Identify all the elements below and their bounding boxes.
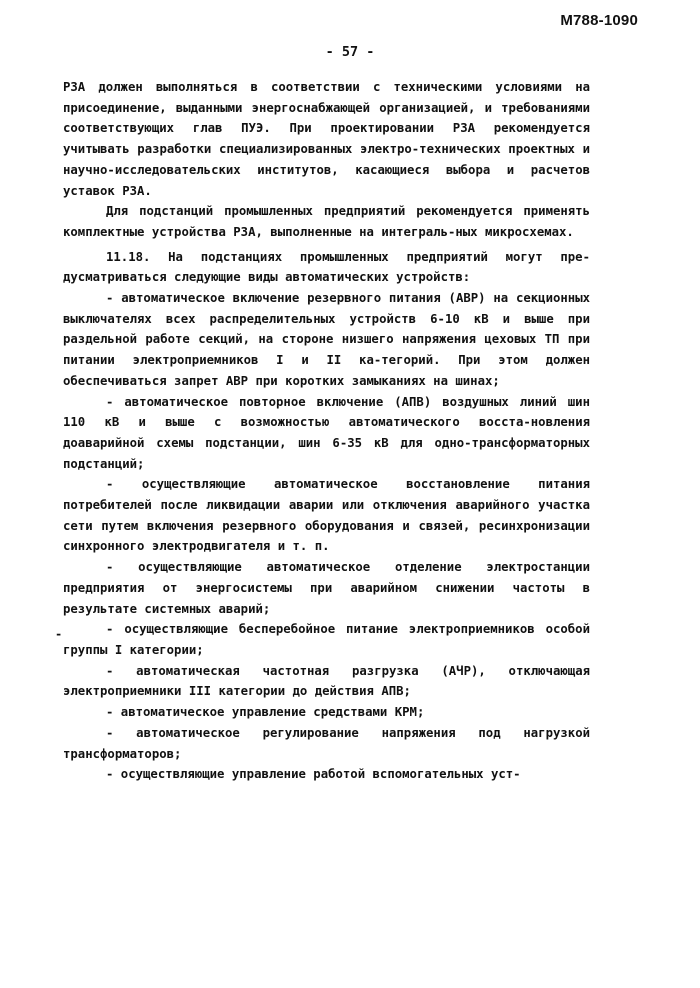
paragraph-recommendation: Для подстанций промышленных предприятий рекомендуется применять комплектные устройства РЗА, выполненные на интеграль-ных микросхемах.: [63, 204, 590, 239]
list-item-krm-control: - автоматическое управление средствами КРМ;: [106, 705, 425, 720]
body-text: [63, 77, 590, 785]
list-item-apv: - автоматическое повторное включение (АПВ) воздушных линий шин 110 кВ и выше с возможностью автоматического восста-новления доаварийной схемы подстанции, шин 6-35 кВ для одно-трансформаторных подстанций;: [63, 394, 590, 471]
list-item-auxiliary-control: - осуществляющие управление работой вспомогательных уст-: [106, 767, 521, 782]
paragraph-clause-11-18: 11.18. На подстанциях промышленных предприятий могут пре-дусматриваться следующие виды автоматических устройств:: [63, 249, 590, 285]
list-item-voltage-regulation: - автоматическое регулирование напряжения под нагрузкой трансформаторов;: [63, 725, 590, 761]
list-item-achr: - автоматическая частотная разгрузка (АЧР), отключающая электроприемники III категории до действия АПВ;: [63, 663, 590, 699]
list-item-plant-separation: - осуществляющие автоматическое отделение электростанции предприятия от энергосистемы при аварийном снижении частоты в результате системных аварий;: [63, 560, 590, 616]
document-code: М788-1090: [560, 12, 638, 29]
list-item-uninterruptible-power: - осуществляющие бесперебойное питание электроприемников особой группы I категории;: [63, 622, 590, 657]
page-number: - 57 -: [325, 44, 375, 60]
list-item-power-restoration: - осуществляющие автоматическое восстановление питания потребителей после ликвидации аварии или отключения аварийного участка сети путем включения резервного оборудования и связей, ресинхронизации синхронного электродвигателя и т. п.: [63, 477, 590, 554]
paragraph-continuation: РЗА должен выполняться в соответствии с техническими условиями на присоединение, выданными энергоснабжающей организацией, и требованиями соответствующих глав ПУЭ. При проектировании РЗА рекомендуется учитывать разработки специализированных электро-технических проектных и научно-исследовательских институтов, касающиеся выбора и расчетов уставок РЗА.: [63, 80, 590, 198]
list-item-avr: - автоматическое включение резервного питания (АВР) на секционных выключателях всех распределительных устройств 6-10 кВ и выше при раздельной работе секций, на стороне низшего напряжения цеховых ТП при питании электроприемников I и II ка-тегорий. При этом должен обеспечиваться запрет АВР при коротких замыканиях на шинах;: [63, 291, 590, 388]
margin-mark: -: [55, 627, 63, 641]
